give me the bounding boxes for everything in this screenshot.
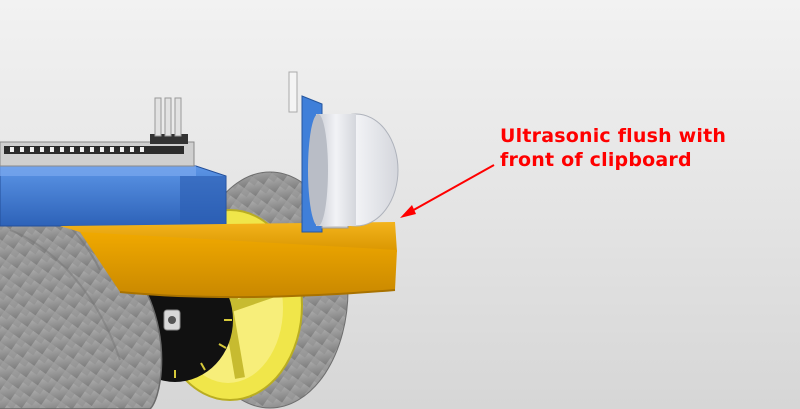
controller-board (0, 98, 194, 166)
annotation-label (500, 124, 726, 172)
chassis (0, 166, 226, 226)
annotation-line-2: front of clipboard (500, 149, 692, 171)
annotation-line-1: Ultrasonic flush with (500, 125, 727, 147)
ultrasonic-sensor (289, 72, 398, 232)
annotation-arrow (400, 165, 494, 218)
